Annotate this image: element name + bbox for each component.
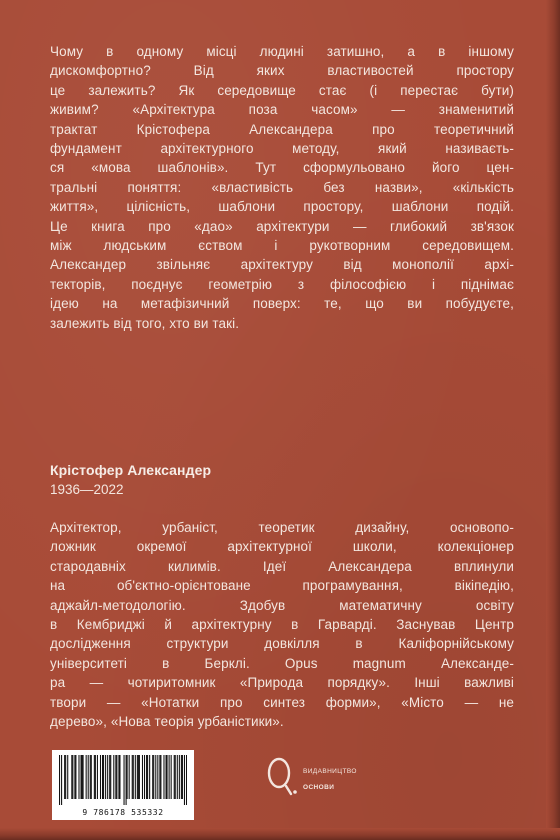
barcode-bar — [109, 755, 110, 799]
cover-edge-right — [546, 0, 560, 840]
barcode-bar — [78, 755, 79, 799]
blurb-line: Це книга про «дао» архітектури — глибокий зв'язок — [50, 218, 514, 234]
barcode-bar — [179, 755, 180, 799]
bio-line: аджайл-методологію. Здобув математичну освіту — [50, 597, 514, 613]
bio-line: в Кембриджі й архітектурну в Гарварді. Заснував Центр — [50, 617, 514, 633]
barcode-digits: 9 786178 535332 — [82, 808, 164, 817]
blurb-line: ідею на метафізичний поверх: те, що ви побудуєте, — [50, 296, 514, 312]
bio-line: університеті в Берклі. Opus magnum Александе- — [50, 655, 514, 671]
barcode-bar — [83, 755, 84, 799]
barcode-bar — [133, 755, 134, 799]
barcode-bar — [153, 755, 154, 799]
barcode-bar — [146, 755, 147, 799]
blurb-line: тральні поняття: «властивість без назви», «кількість — [50, 179, 514, 195]
barcode-bar — [61, 755, 62, 805]
barcode-bar — [91, 755, 92, 799]
barcode-bar — [181, 755, 182, 799]
barcode-bar — [81, 755, 82, 799]
barcode-bar — [64, 755, 65, 799]
bio-line: ложник окремої архітектурної школи, колекціонер — [50, 539, 514, 555]
barcode-bar — [182, 755, 183, 799]
blurb-line: ся «мова шаблонів». Тут сформульовано його цен- — [50, 160, 514, 176]
bio-line: ра — чотиритомник «Природа порядку». Інші важливі — [50, 675, 514, 691]
bio-line: дослідження структури довкілля в Каліфорнійському — [50, 636, 514, 652]
barcode-bar — [169, 755, 170, 799]
barcode-bar — [103, 755, 104, 799]
barcode-bar — [118, 755, 119, 799]
blurb-line: між людським єством і рукотворним середовищем. — [50, 238, 514, 254]
barcode-bar — [171, 755, 172, 799]
barcode-bar — [138, 755, 139, 799]
barcode-bar — [67, 755, 68, 799]
barcode-bar — [88, 755, 89, 799]
barcode-bar — [90, 755, 91, 799]
barcode-bar — [139, 755, 140, 799]
bio-line: стародавніх килимів. Ідеї Александера вплинули — [50, 558, 514, 574]
author-years: 1936—2022 — [50, 482, 124, 497]
barcode-bar — [59, 755, 60, 805]
barcode-bar — [97, 755, 98, 799]
barcode-bar — [110, 755, 111, 799]
barcode-bar — [126, 755, 127, 805]
barcode-bar — [186, 755, 187, 805]
bio-line: Архітектор, урбаніст, теоретик дизайну, основопо- — [50, 520, 514, 535]
barcode-bar — [135, 755, 136, 799]
barcode-bar — [119, 755, 120, 799]
barcode-bar — [127, 755, 128, 799]
author-name: Крістофер Александер — [50, 462, 212, 478]
barcode-bar — [102, 755, 103, 799]
barcode-bar — [177, 755, 178, 799]
barcode-bar — [166, 755, 167, 799]
barcode-bar — [132, 755, 133, 799]
cover-edge-bottom — [0, 828, 560, 840]
barcode-bar — [184, 755, 185, 805]
barcode-bar — [144, 755, 145, 799]
isbn-barcode — [52, 750, 194, 820]
barcode-bar — [149, 755, 150, 799]
barcode-bar — [137, 755, 138, 799]
bio-line: дерево», «Нова теорія урбаністики». — [50, 714, 284, 730]
barcode-bar — [113, 755, 114, 799]
barcode-bar — [174, 755, 175, 799]
blurb-line: фундамент архітектурного методу, який називаєть- — [50, 141, 514, 157]
barcode-bar — [175, 755, 176, 799]
barcode-bar — [107, 755, 108, 799]
publisher-wordmark — [303, 764, 357, 796]
barcode-bar — [159, 755, 160, 799]
barcode-bar — [74, 755, 75, 799]
barcode-bar — [167, 755, 168, 799]
barcode-bar — [94, 755, 95, 799]
barcode-bar — [82, 755, 83, 799]
blurb-line: дискомфортно? Від яких властивостей простору — [50, 63, 514, 79]
barcode-bar — [129, 755, 130, 799]
author-bio — [50, 518, 514, 731]
publisher-name: ОСНОВИ — [303, 784, 335, 791]
barcode-bar — [116, 755, 117, 799]
bio-line: твори — «Нотатки про синтез форми», «Місто — не — [50, 694, 514, 710]
blurb-line: текторів, поєднує геометрію з філософією і піднімає — [50, 276, 514, 292]
blurb-line: це залежить? Як середовище стає (і перестає бути) — [50, 82, 514, 98]
barcode-bar — [160, 755, 161, 799]
barcode-bar — [147, 755, 148, 799]
barcode-bar — [75, 755, 76, 799]
publisher-label: ВИДАВНИЦТВО — [303, 768, 357, 775]
barcode-bar — [124, 755, 125, 805]
blurb-line: життя», цілісність, шаблони простору, шаблони подій. — [50, 199, 514, 215]
blurb-line: живим? «Архітектура поза часом» — знаменитий — [50, 102, 514, 118]
barcode-bar — [86, 755, 87, 799]
barcode-bar — [152, 755, 153, 799]
bio-line: на об'єктно-орієнтоване програмування, вікіпедію, — [50, 578, 514, 594]
book-blurb — [50, 42, 514, 333]
barcode-bar — [105, 755, 106, 799]
blurb-line: залежить від того, хто ви такі. — [50, 315, 240, 331]
publisher-logo-icon — [264, 754, 300, 798]
barcode-bar — [100, 755, 101, 799]
barcode-bar — [163, 755, 164, 799]
barcode-bar — [95, 755, 96, 799]
blurb-line: трактат Крістофера Александера про теоретичний — [50, 121, 514, 137]
barcode-bars — [59, 755, 187, 805]
barcode-bar — [72, 755, 73, 799]
barcode-bar — [142, 755, 143, 799]
barcode-bar — [71, 755, 72, 799]
barcode-bar — [65, 755, 66, 799]
barcode-bar — [157, 755, 158, 799]
blurb-line: Чому в одному місці людині затишно, а в іншому — [50, 44, 514, 59]
barcode-bar — [115, 755, 116, 799]
blurb-line: Александер звільняє архітектуру від монополії архі- — [50, 257, 514, 273]
barcode-bar — [155, 755, 156, 799]
